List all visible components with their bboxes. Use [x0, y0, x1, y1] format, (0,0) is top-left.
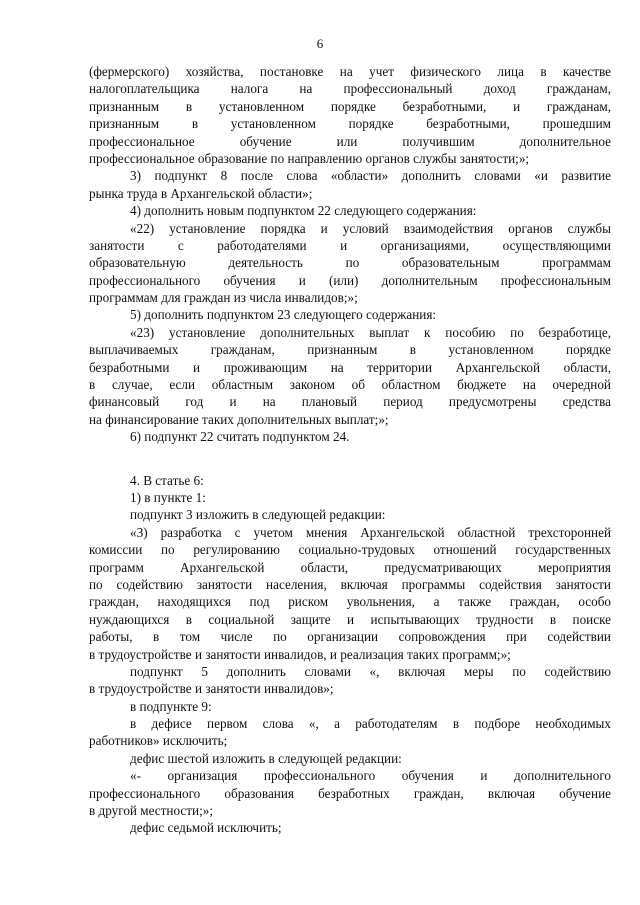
document-body: [89, 63, 611, 837]
text-line: признанным в установленном порядке безработными, и гражданам,: [89, 98, 611, 114]
text-line: 6) подпункт 22 считать подпунктом 24.: [130, 429, 350, 445]
text-line: по содействию занятости населения, включая программы содействия занятости: [89, 576, 611, 592]
text-line: безработными и проживающим на территории Архангельской области,: [89, 359, 611, 375]
page-number: 6: [316, 36, 324, 51]
text-line: выплачиваемых гражданам, признанным в установленном порядке: [89, 342, 611, 358]
text-line: подпункт 3 изложить в следующей редакции:: [130, 507, 386, 523]
text-line: признанным в установленном порядке безработными, прошедшим: [89, 116, 611, 132]
text-line: 4. В статье 6:: [130, 472, 204, 488]
text-line: работы, в том числе по организации сопровождения при содействии: [89, 629, 611, 645]
text-line: программам для граждан из числа инвалидов;»;: [89, 290, 358, 306]
text-line: комиссии по регулированию социально-трудовых отношений государственных: [89, 542, 611, 558]
text-line: 3) подпункт 8 после слова «области» дополнить словами «и развитие: [130, 168, 611, 184]
text-line: нуждающихся в социальной защите и испытывающих трудности в поиске: [89, 611, 611, 627]
text-line: 5) дополнить подпунктом 23 следующего содержания:: [130, 307, 437, 323]
text-line: профессиональное образование по направлению органов службы занятости;»;: [89, 150, 530, 166]
text-line: в трудоустройстве и занятости инвалидов, и реализация таких программ;»;: [89, 646, 511, 662]
text-line: профессионального обучения и (или) дополнительным профессиональным: [89, 272, 611, 288]
text-line: 4) дополнить новым подпунктом 22 следующего содержания:: [130, 203, 477, 219]
text-line: налогоплательщика налога на профессиональный доход гражданам,: [89, 81, 611, 97]
text-line: дефис шестой изложить в следующей редакции:: [130, 750, 402, 766]
text-line: в дефисе первом слова «, а работодателям в подборе необходимых: [130, 716, 611, 732]
text-line: «3) разработка с учетом мнения Архангельской областной трехсторонней: [130, 524, 611, 540]
text-line: в подпункте 9:: [130, 698, 212, 714]
text-line: профессионального образования безработных граждан, включая обучение: [89, 785, 611, 801]
text-line: финансовый год и на плановый период предусмотрены средства: [89, 394, 611, 410]
text-line: работников» исключить;: [89, 733, 228, 749]
text-line: граждан, находящихся под риском увольнения, а также граждан, особо: [89, 594, 611, 610]
paragraph-gap: [89, 446, 611, 472]
text-line: «23) установление дополнительных выплат к пособию по безработице,: [130, 324, 611, 340]
text-line: в случае, если областным законом об областном бюджете на очередной: [89, 377, 611, 393]
text-line: образовательную деятельность по образовательным программам: [89, 255, 611, 271]
text-line: «22) установление порядка и условий взаимодействия органов службы: [130, 220, 611, 236]
text-line: подпункт 5 дополнить словами «, включая меры по содействию: [130, 663, 611, 679]
text-line: рынка труда в Архангельской области»;: [89, 185, 313, 201]
text-line: (фермерского) хозяйства, постановке на учет физического лица в качестве: [89, 64, 611, 79]
text-line: дефис седьмой исключить;: [130, 820, 282, 836]
text-line: в трудоустройстве и занятости инвалидов»;: [89, 681, 334, 697]
text-line: в другой местности;»;: [89, 803, 213, 819]
text-line: программ Архангельской области, предусматривающих мероприятия: [89, 559, 611, 575]
text-line: на финансирование таких дополнительных выплат;»;: [89, 411, 389, 427]
text-line: 1) в пункте 1:: [130, 489, 206, 505]
text-line: занятости с работодателями и организациями, осуществляющими: [89, 237, 611, 253]
text-line: профессиональное обучение или получившим дополнительное: [89, 133, 611, 149]
text-line: «- организация профессионального обучения и дополнительного: [130, 768, 611, 784]
